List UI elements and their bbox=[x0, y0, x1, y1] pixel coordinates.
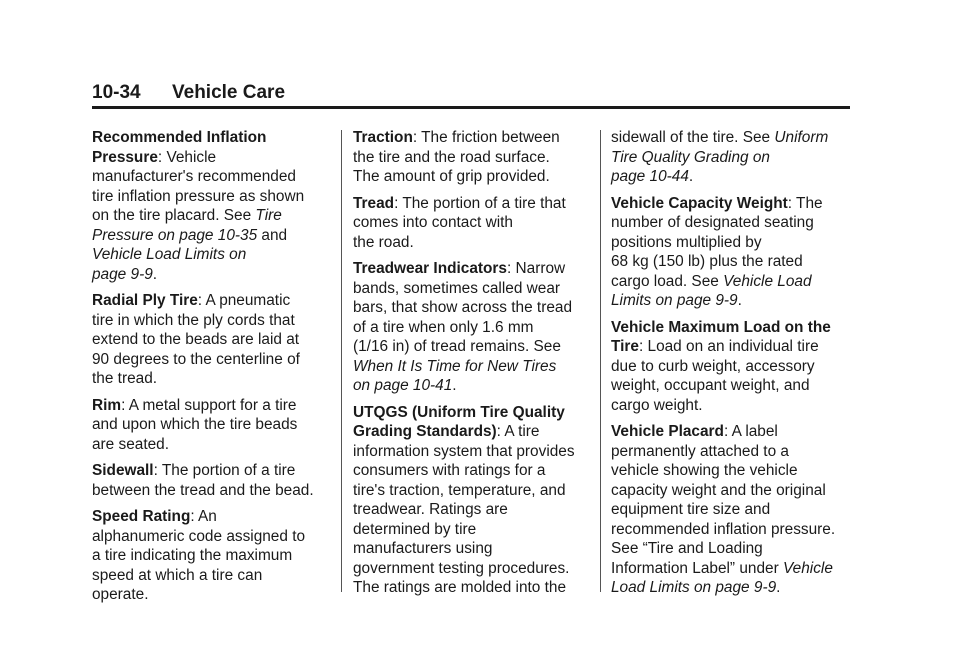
cross-reference: Vehicle bbox=[782, 559, 833, 577]
entry-line bbox=[353, 500, 593, 520]
entry-line bbox=[611, 442, 851, 462]
entry-line bbox=[611, 357, 851, 377]
entry-line bbox=[611, 213, 851, 233]
cross-reference: Vehicle Load bbox=[723, 272, 812, 290]
entry-line bbox=[353, 357, 593, 377]
definition-text: tire in which the ply cords that bbox=[92, 311, 295, 329]
entry-line bbox=[353, 233, 593, 253]
cross-reference: Tire bbox=[255, 207, 282, 224]
definition-text: extend to the beads are laid at bbox=[92, 331, 300, 348]
entry-line bbox=[611, 291, 851, 311]
definition-text: the road. bbox=[353, 233, 414, 251]
definition-text: treadwear. Ratings are bbox=[353, 501, 508, 518]
glossary-entry bbox=[611, 422, 851, 598]
definition-text: : The bbox=[787, 194, 823, 212]
section-title: Vehicle Care bbox=[172, 82, 286, 103]
glossary-term: Traction bbox=[353, 129, 413, 146]
definition-text: 90 degrees to the centerline of bbox=[92, 350, 300, 368]
entry-line bbox=[611, 520, 851, 540]
entry-line bbox=[611, 194, 851, 214]
entry-line bbox=[353, 318, 593, 338]
entry-line bbox=[353, 403, 593, 423]
entry-line bbox=[611, 337, 851, 357]
glossary-entry bbox=[611, 318, 851, 416]
column-divider-1 bbox=[341, 130, 342, 592]
glossary-term: UTQGS (Uniform Tire Quality bbox=[353, 403, 565, 421]
cross-reference: page 9-9 bbox=[92, 265, 153, 283]
definition-text: due to curb weight, accessory bbox=[611, 357, 815, 375]
entry-line bbox=[353, 167, 593, 187]
definition-text: tire inflation pressure as shown bbox=[92, 187, 305, 205]
glossary-term: Speed Rating bbox=[92, 508, 191, 525]
entry-line bbox=[92, 527, 332, 547]
entry-line bbox=[353, 559, 593, 579]
definition-text: number of designated seating bbox=[611, 214, 814, 231]
definition-text: on the tire placard. See bbox=[92, 207, 256, 224]
definition-text: weight, occupant weight, and bbox=[611, 377, 810, 394]
entry-line bbox=[611, 422, 851, 442]
entry-line bbox=[92, 461, 332, 481]
entry-line bbox=[611, 461, 851, 481]
column-divider-2 bbox=[600, 130, 601, 592]
glossary-entry bbox=[92, 461, 332, 500]
glossary-term: Tread bbox=[353, 194, 395, 212]
entry-line bbox=[92, 507, 332, 527]
definition-text: : An bbox=[190, 508, 217, 525]
entry-line bbox=[353, 259, 593, 279]
entry-line bbox=[611, 272, 851, 292]
cross-reference: Pressure on page 10-35 bbox=[92, 226, 258, 244]
definition-text: : A tire bbox=[496, 423, 540, 440]
glossary-entry bbox=[92, 128, 332, 284]
glossary-column-1 bbox=[92, 128, 332, 612]
definition-text: capacity weight and the original bbox=[611, 481, 826, 499]
definition-text: determined by tire bbox=[353, 520, 477, 538]
glossary-entry bbox=[353, 403, 593, 598]
entry-line bbox=[611, 481, 851, 501]
entry-line bbox=[92, 566, 332, 586]
entry-line bbox=[611, 559, 851, 579]
glossary-term: Vehicle Maximum Load on the bbox=[611, 318, 831, 336]
definition-text: recommended inflation pressure. bbox=[611, 520, 836, 538]
entry-line bbox=[353, 481, 593, 501]
entry-line bbox=[92, 369, 332, 389]
entry-line bbox=[353, 213, 593, 233]
entry-line bbox=[92, 265, 332, 285]
glossary-entry bbox=[611, 194, 851, 311]
definition-text: operate. bbox=[92, 586, 149, 603]
entry-line bbox=[92, 330, 332, 350]
glossary-entry bbox=[92, 507, 332, 605]
definition-text: sidewall of the tire. See bbox=[611, 129, 775, 146]
cross-reference: on page 10-41 bbox=[353, 377, 453, 394]
glossary-entry bbox=[611, 128, 851, 187]
cross-reference: When It Is Time for New Tires bbox=[353, 357, 557, 375]
entry-line bbox=[353, 422, 593, 442]
entry-line bbox=[92, 481, 332, 501]
glossary-entry bbox=[92, 396, 332, 455]
definition-text: . bbox=[737, 292, 742, 309]
entry-line bbox=[353, 194, 593, 214]
entry-line bbox=[611, 148, 851, 168]
definition-text: bands, sometimes called wear bbox=[353, 279, 561, 297]
glossary-term: Recommended Inflation bbox=[92, 129, 267, 146]
entry-line bbox=[92, 167, 332, 187]
definition-text: and bbox=[257, 226, 288, 244]
entry-line bbox=[611, 376, 851, 396]
definition-text: . bbox=[152, 265, 158, 283]
entry-line bbox=[92, 245, 332, 265]
definition-text: : Vehicle bbox=[157, 148, 217, 166]
cross-reference: Load Limits on page 9-9 bbox=[611, 579, 777, 596]
entry-line bbox=[92, 291, 332, 311]
glossary-term: Vehicle Placard bbox=[611, 423, 724, 440]
definition-text: consumers with ratings for a bbox=[353, 462, 546, 479]
glossary-column-3 bbox=[611, 128, 851, 605]
entry-line bbox=[92, 546, 332, 566]
entry-line bbox=[353, 442, 593, 462]
definition-text: Information Label” under bbox=[611, 559, 783, 577]
glossary-entry bbox=[353, 128, 593, 187]
entry-line bbox=[353, 461, 593, 481]
definition-text: speed at which a tire can bbox=[92, 566, 263, 584]
definition-text: : The portion of a tire that bbox=[394, 194, 566, 212]
glossary-entry bbox=[353, 194, 593, 253]
entry-line bbox=[92, 350, 332, 370]
definition-text: : Narrow bbox=[506, 260, 566, 277]
definition-text: (1/16 in) of tread remains. See bbox=[353, 338, 561, 355]
definition-text: and upon which the tire beads bbox=[92, 416, 298, 433]
entry-line bbox=[92, 226, 332, 246]
entry-line bbox=[92, 415, 332, 435]
entry-line bbox=[353, 337, 593, 357]
entry-line bbox=[353, 148, 593, 168]
definition-text: equipment tire size and bbox=[611, 501, 771, 518]
cross-reference: Tire Quality Grading on bbox=[611, 148, 770, 166]
definition-text: See “Tire and Loading bbox=[611, 540, 763, 557]
definition-text: cargo weight. bbox=[611, 396, 703, 414]
entry-line bbox=[611, 539, 851, 559]
definition-text: bars, that show across the tread bbox=[353, 299, 573, 316]
cross-reference: Uniform bbox=[774, 129, 829, 146]
definition-text: . bbox=[452, 377, 457, 394]
entry-line bbox=[92, 396, 332, 416]
entry-line bbox=[92, 187, 332, 207]
definition-text: : The friction between bbox=[412, 129, 560, 146]
entry-line bbox=[611, 128, 851, 148]
definition-text: manufacturer's recommended bbox=[92, 168, 296, 185]
glossary-term: Vehicle Capacity Weight bbox=[611, 194, 788, 212]
entry-line bbox=[611, 500, 851, 520]
entry-line bbox=[353, 298, 593, 318]
definition-text: positions multiplied by bbox=[611, 233, 762, 251]
glossary-entry bbox=[92, 291, 332, 389]
entry-line bbox=[353, 128, 593, 148]
glossary-column-2 bbox=[353, 128, 593, 605]
cross-reference: Limits on page 9-9 bbox=[611, 292, 738, 309]
definition-text: : A metal support for a tire bbox=[121, 396, 297, 414]
glossary-term: Treadwear Indicators bbox=[353, 260, 507, 277]
definition-text: tire's traction, temperature, and bbox=[353, 481, 566, 499]
definition-text: permanently attached to a bbox=[611, 442, 789, 460]
definition-text: are seated. bbox=[92, 435, 170, 453]
definition-text: : Load on an individual tire bbox=[638, 338, 819, 355]
definition-text: : The portion of a tire bbox=[153, 462, 296, 479]
entry-line bbox=[611, 233, 851, 253]
definition-text: government testing procedures. bbox=[353, 559, 570, 577]
entry-line bbox=[92, 311, 332, 331]
cross-reference: page 10-44 bbox=[611, 168, 689, 185]
entry-line bbox=[611, 252, 851, 272]
definition-text: cargo load. See bbox=[611, 272, 724, 290]
definition-text: . bbox=[776, 579, 781, 596]
cross-reference: Vehicle Load Limits on bbox=[92, 246, 247, 263]
header-rule bbox=[92, 106, 850, 109]
definition-text: : A label bbox=[723, 423, 778, 440]
entry-line bbox=[92, 148, 332, 168]
glossary-term: Pressure bbox=[92, 148, 158, 166]
entry-line bbox=[611, 318, 851, 338]
entry-line bbox=[611, 578, 851, 598]
entry-line bbox=[92, 206, 332, 226]
definition-text: the tire and the road surface. bbox=[353, 148, 550, 166]
definition-text: : A pneumatic bbox=[197, 292, 291, 309]
entry-line bbox=[353, 539, 593, 559]
glossary-entry bbox=[353, 259, 593, 396]
entry-line bbox=[92, 435, 332, 455]
definition-text: The amount of grip provided. bbox=[353, 168, 550, 185]
entry-line bbox=[611, 167, 851, 187]
definition-text: information system that provides bbox=[353, 442, 575, 460]
glossary-term: Sidewall bbox=[92, 462, 154, 479]
definition-text: comes into contact with bbox=[353, 214, 513, 231]
definition-text: alphanumeric code assigned to bbox=[92, 527, 306, 545]
entry-line bbox=[611, 396, 851, 416]
entry-line bbox=[92, 585, 332, 605]
entry-line bbox=[353, 279, 593, 299]
entry-line bbox=[92, 128, 332, 148]
glossary-term: Radial Ply Tire bbox=[92, 292, 198, 309]
glossary-term: Tire bbox=[611, 338, 639, 355]
entry-line bbox=[353, 578, 593, 598]
page-number: 10-34 bbox=[92, 82, 141, 103]
definition-text: a tire indicating the maximum bbox=[92, 547, 293, 564]
definition-text: 68 kg (150 lb) plus the rated bbox=[611, 253, 803, 270]
glossary-term: Grading Standards) bbox=[353, 423, 497, 440]
glossary-term: Rim bbox=[92, 396, 122, 414]
definition-text: the tread. bbox=[92, 370, 158, 387]
definition-text: manufacturers using bbox=[353, 540, 493, 557]
definition-text: of a tire when only 1.6 mm bbox=[353, 318, 534, 336]
entry-line bbox=[353, 520, 593, 540]
entry-line bbox=[353, 376, 593, 396]
definition-text: between the tread and the bead. bbox=[92, 481, 314, 499]
definition-text: . bbox=[688, 168, 694, 185]
definition-text: vehicle showing the vehicle bbox=[611, 462, 798, 479]
definition-text: The ratings are molded into the bbox=[353, 579, 567, 596]
